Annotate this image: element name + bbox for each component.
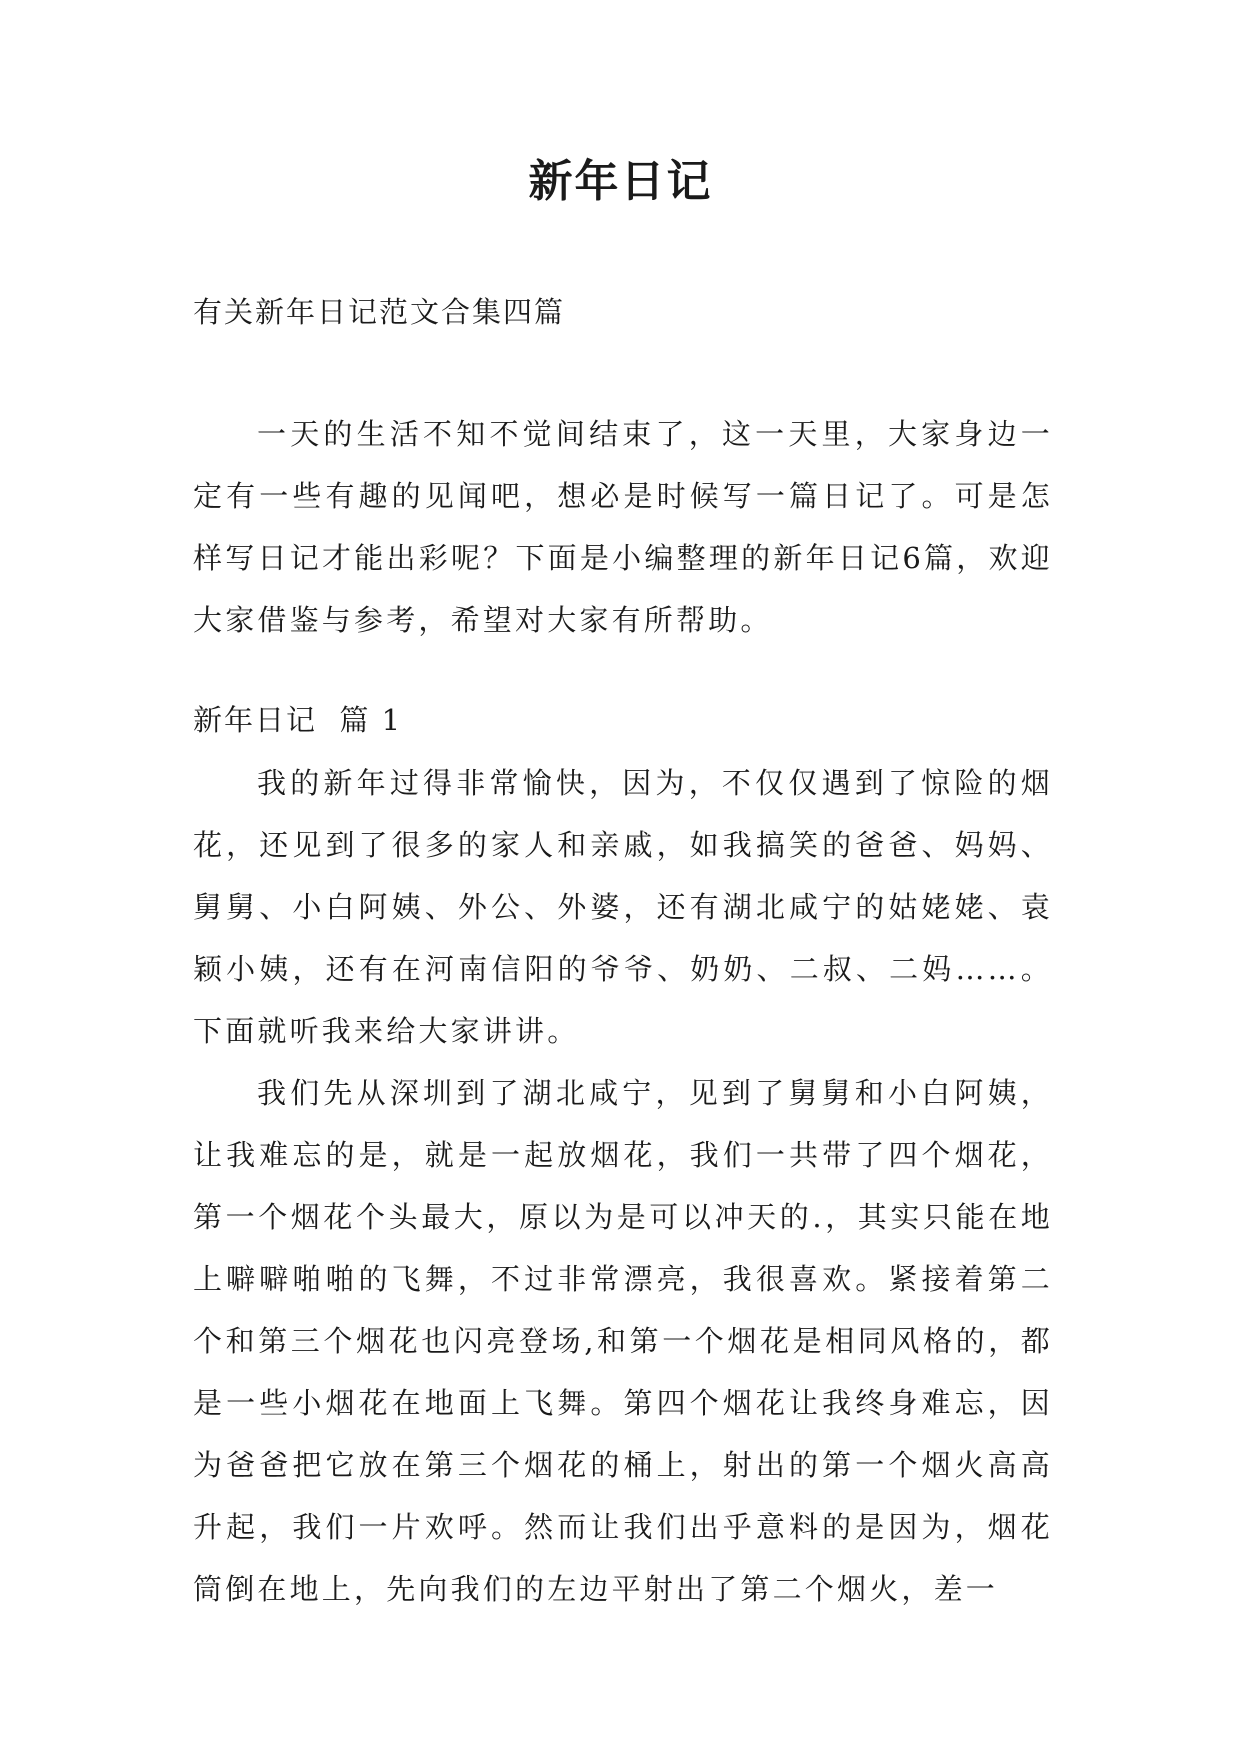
section-heading: 新年日记 篇 1: [193, 703, 403, 737]
body-paragraph-1: 我的新年过得非常愉快，因为，不仅仅遇到了惊险的烟花，还见到了很多的家人和亲戚，如我搞笑的爸爸、妈妈、舅舅、小白阿姨、外公、外婆，还有湖北咸宁的姑姥姥、袁颖小姨，还有在河南信阳的爷爷、奶奶、二叔、二妈……。下面就听我来给大家讲讲。: [193, 766, 1053, 1048]
intro-paragraph: 一天的生活不知不觉间结束了，这一天里，大家身边一定有一些有趣的见闻吧，想必是时候写一篇日记了。可是怎样写日记才能出彩呢？下面是小编整理的新年日记6篇，欢迎大家借鉴与参考，希望对大家有所帮助。: [193, 417, 1053, 637]
document-subtitle: 有关新年日记范文合集四篇: [193, 295, 566, 329]
page-title: 新年日记: [528, 156, 713, 207]
body-paragraph-2: 我们先从深圳到了湖北咸宁，见到了舅舅和小白阿姨，让我难忘的是，就是一起放烟花，我们一共带了四个烟花，第一个烟花个头最大，原以为是可以冲天的.，其实只能在地上噼噼啪啪的飞舞，不过非常漂亮，我很喜欢。紧接着第二个和第三个烟花也闪亮登场,和第一个烟花是相同风格的，都是一些小烟花在地面上飞舞。第四个烟花让我终身难忘，因为爸爸把它放在第三个烟花的桶上，射出的第一个烟火高高升起，我们一片欢呼。然而让我们出乎意料的是因为，烟花筒倒在地上，先向我们的左边平射出了第二个烟火，差一: [193, 1076, 1053, 1606]
